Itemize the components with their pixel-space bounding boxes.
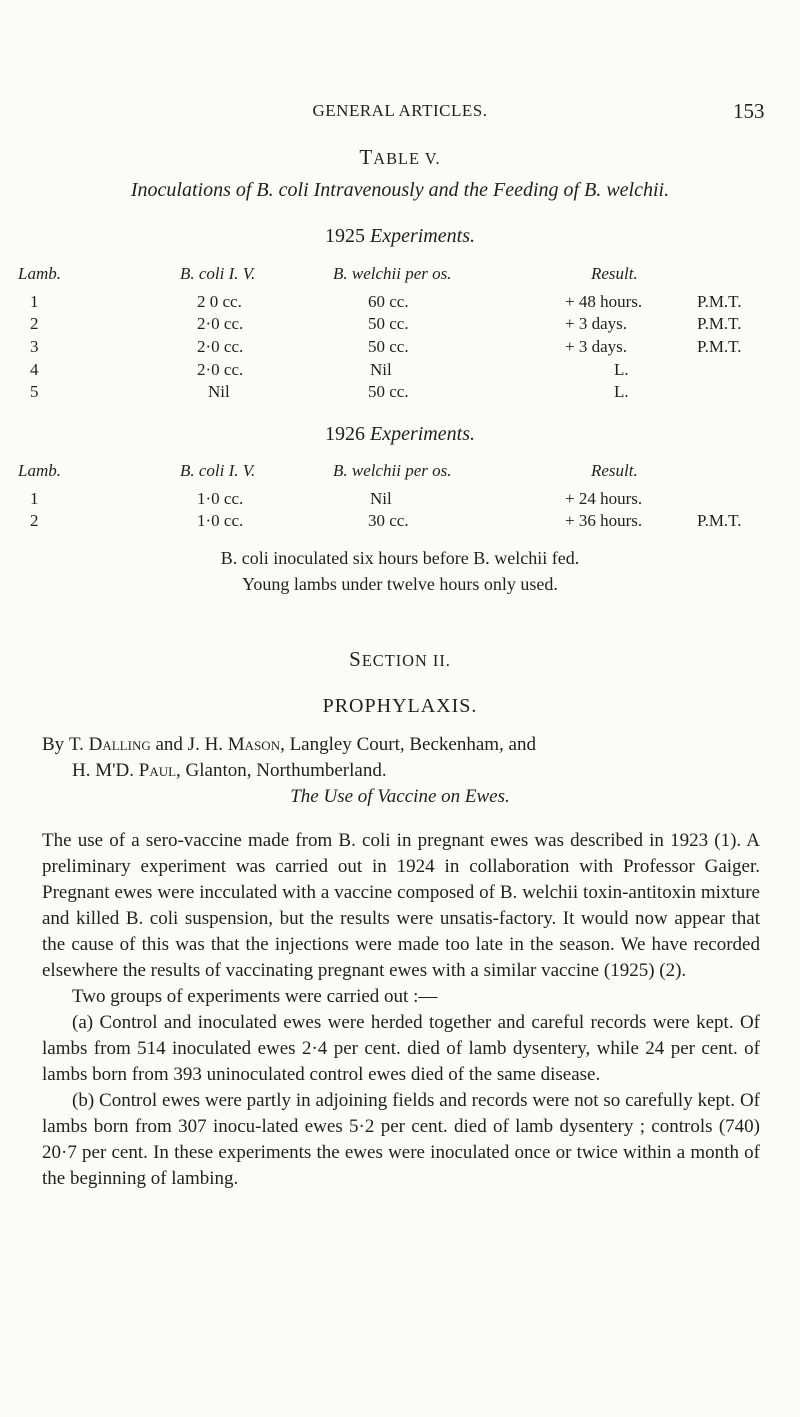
experiments-1926-year: 1926 (325, 423, 365, 445)
article-subtitle: The Use of Vaccine on Ewes. (290, 786, 510, 807)
table-row-1925-2-bwelchii: 50 cc. (368, 314, 409, 333)
table-row-1925-4-bcoli: 2·0 cc. (197, 360, 244, 379)
table-row-1925-2-result: + 3 days. (565, 314, 627, 333)
experiments-1925-heading (0, 225, 800, 248)
byline (42, 732, 762, 784)
table-row-1926-2-lamb: 2 (30, 511, 39, 530)
paragraph-1: The use of a sero-vaccine made from B. coli in pregnant ewes was described in 1923 (1). A preliminary experiment was carried out in 1924 in collaboration with Professor Gaiger. Pregnant ewes were incculated with a vaccine composed of B. welchii toxin-antitoxin mixture and killed B. coli suspension, but the results were unsatis-factory. It would now appear that the cause of this was that the injections were made too late in the season. We have recorded elsewhere the results of vaccinating pregnant ewes with a similar vaccine (1925) (2). (42, 830, 760, 981)
col-header-bcoli-1926: B. coli I. V. (180, 461, 256, 480)
author-3: H. M'D. Paul (72, 760, 177, 781)
col-header-lamb-1926: Lamb. (18, 461, 61, 480)
table-row-1926-1-bcoli: 1·0 cc. (197, 489, 244, 508)
author-2: J. H. Mason (187, 734, 281, 755)
table-row-1925-1-result: + 48 hours. (565, 292, 643, 311)
table-row-1926-1-bwelchii: Nil (370, 489, 392, 508)
table-title-rest: ABLE V. (373, 149, 441, 168)
table-title-initial: T (359, 145, 374, 169)
byline-prefix: By (42, 734, 65, 755)
table-row-1926-2-bcoli: 1·0 cc. (197, 511, 244, 530)
table-row-1925-4-bwelchii: Nil (370, 360, 392, 379)
table-row-1925-2-bcoli: 2·0 cc. (197, 314, 244, 333)
table-row-1925-4-result: L. (614, 360, 629, 379)
table-row-1925-4-lamb: 4 (30, 360, 39, 379)
experiments-1925-label: Experiments. (370, 225, 475, 247)
table-note-1: B. coli inoculated six hours before B. welchii fed. (220, 548, 580, 568)
table-row-1925-3-pmt: P.M.T. (697, 337, 742, 356)
table-row-1925-2-pmt: P.M.T. (697, 314, 742, 333)
table-row-1925-3-result: + 3 days. (565, 337, 627, 356)
col-header-bwelchii-1926: B. welchii per os. (333, 461, 452, 480)
paragraph-2: Two groups of experiments were carried out :— (72, 986, 438, 1007)
author-1: T. Dalling (68, 734, 151, 755)
table-title (0, 145, 800, 170)
table-row-1926-2-pmt: P.M.T. (697, 511, 742, 530)
page-number: 153 (733, 99, 765, 123)
table-note-2: Young lambs under twelve hours only used. (242, 574, 558, 594)
section-title: PROPHYLAXIS. (322, 695, 478, 717)
experiments-1926-label: Experiments. (370, 423, 475, 445)
table-row-1926-1-lamb: 1 (30, 489, 39, 508)
experiments-1926-heading (0, 423, 800, 446)
section-heading-initial: S (349, 647, 362, 671)
col-header-lamb: Lamb. (18, 264, 61, 283)
table-row-1925-1-pmt: P.M.T. (697, 292, 742, 311)
byline-and: and (155, 734, 183, 755)
running-head: GENERAL ARTICLES. (312, 101, 488, 120)
table-caption: Inoculations of B. coli Intravenously and the Feeding of B. welchii. (130, 179, 670, 201)
table-row-1925-1-bwelchii: 60 cc. (368, 292, 409, 311)
paragraph-3: (a) Control and inoculated ewes were herded together and careful records were kept. Of lambs from 514 inoculated ewes 2·4 per cent. died of lamb dysentery, while 24 per cent. of lambs born from 393 uninoculated control ewes died of the same disease. (42, 1012, 760, 1085)
body-text (42, 828, 760, 1192)
paragraph-4: (b) Control ewes were partly in adjoining fields and records were not so carefully kept. Of lambs born from 307 inocu-lated ewes 5·2 per cent. died of lamb dysentery ; controls (740) 20·7 per cent. In these experiments the ewes were inoculated once or twice within a month of the beginning of lambing. (42, 1090, 760, 1189)
table-row-1925-2-lamb: 2 (30, 314, 39, 333)
table-row-1925-5-bwelchii: 50 cc. (368, 382, 409, 401)
col-header-bwelchii: B. welchii per os. (333, 264, 452, 283)
table-row-1926-1-result: + 24 hours. (565, 489, 643, 508)
section-heading-rest: ECTION II. (361, 651, 451, 670)
table-row-1926-2-result: + 36 hours. (565, 511, 643, 530)
col-header-result-1926: Result. (591, 461, 638, 480)
col-header-bcoli: B. coli I. V. (180, 264, 256, 283)
table-row-1925-5-result: L. (614, 382, 629, 401)
table-row-1925-3-bcoli: 2·0 cc. (197, 337, 244, 356)
table-row-1926-2-bwelchii: 30 cc. (368, 511, 409, 530)
col-header-result: Result. (591, 264, 638, 283)
byline-end: , Glanton, Northumberland. (176, 760, 387, 781)
section-heading (0, 647, 800, 672)
table-row-1925-3-lamb: 3 (30, 337, 39, 356)
table-row-1925-1-lamb: 1 (30, 292, 39, 311)
byline-mid: , Langley Court, Beckenham, and (280, 734, 536, 755)
experiments-1925-year: 1925 (325, 225, 365, 247)
table-row-1925-3-bwelchii: 50 cc. (368, 337, 409, 356)
table-row-1925-5-lamb: 5 (30, 382, 39, 401)
table-row-1925-5-bcoli: Nil (208, 382, 230, 401)
table-row-1925-1-bcoli: 2 0 cc. (197, 292, 242, 311)
